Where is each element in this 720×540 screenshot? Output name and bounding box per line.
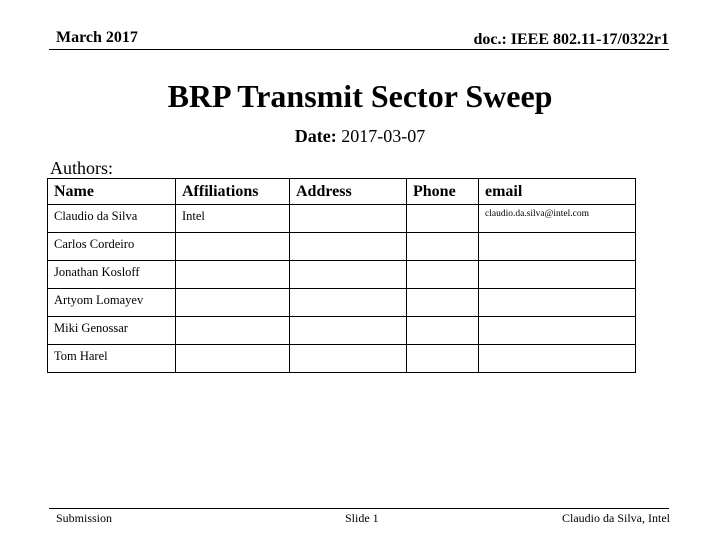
cell-address: [290, 317, 407, 345]
table-header-row: [48, 179, 636, 205]
cell-address: [290, 345, 407, 373]
column-header-phone: Phone: [407, 179, 479, 205]
footer-divider: [49, 508, 669, 509]
cell-name: Claudio da Silva: [48, 205, 176, 233]
cell-name: Miki Genossar: [48, 317, 176, 345]
cell-phone: [407, 233, 479, 261]
cell-address: [290, 261, 407, 289]
cell-phone: [407, 317, 479, 345]
cell-phone: [407, 261, 479, 289]
table-row: [48, 261, 636, 289]
date-line: [0, 126, 720, 147]
cell-phone: [407, 289, 479, 317]
authors-heading: Authors:: [50, 158, 113, 178]
date-value: 2017-03-07: [341, 126, 426, 146]
cell-name: Tom Harel: [48, 345, 176, 373]
cell-email: [479, 317, 636, 345]
cell-affiliation: [176, 233, 290, 261]
authors-table: [47, 178, 636, 373]
footer-submission: Submission: [56, 511, 113, 525]
cell-affiliation: [176, 261, 290, 289]
cell-name: Carlos Cordeiro: [48, 233, 176, 261]
cell-affiliation: [176, 317, 290, 345]
cell-address: [290, 205, 407, 233]
column-header-affiliations: Affiliations: [176, 179, 290, 205]
cell-address: [290, 289, 407, 317]
cell-address: [290, 233, 407, 261]
column-header-address: Address: [290, 179, 407, 205]
table-row: [48, 205, 636, 233]
cell-affiliation: Intel: [176, 205, 290, 233]
cell-affiliation: [176, 289, 290, 317]
cell-email: [479, 345, 636, 373]
table-row: [48, 345, 636, 373]
header-doc-id: doc.: IEEE 802.11-17/0322r1: [473, 31, 669, 48]
cell-name: Jonathan Kosloff: [48, 261, 176, 289]
cell-email: claudio.da.silva@intel.com: [479, 205, 636, 233]
footer-slide-number: Slide 1: [345, 511, 379, 525]
table-row: [48, 289, 636, 317]
table-row: [48, 233, 636, 261]
cell-phone: [407, 205, 479, 233]
header-divider: [49, 49, 669, 50]
column-header-email: email: [479, 179, 636, 205]
column-header-name: Name: [48, 179, 176, 205]
footer-author: Claudio da Silva, Intel: [562, 511, 670, 525]
slide-title: BRP Transmit Sector Sweep: [167, 78, 553, 114]
cell-email: [479, 289, 636, 317]
cell-email: [479, 233, 636, 261]
cell-email: [479, 261, 636, 289]
date-label: Date:: [294, 126, 337, 146]
table-row: [48, 317, 636, 345]
cell-name: Artyom Lomayev: [48, 289, 176, 317]
cell-affiliation: [176, 345, 290, 373]
cell-phone: [407, 345, 479, 373]
header-date: March 2017: [56, 29, 138, 46]
